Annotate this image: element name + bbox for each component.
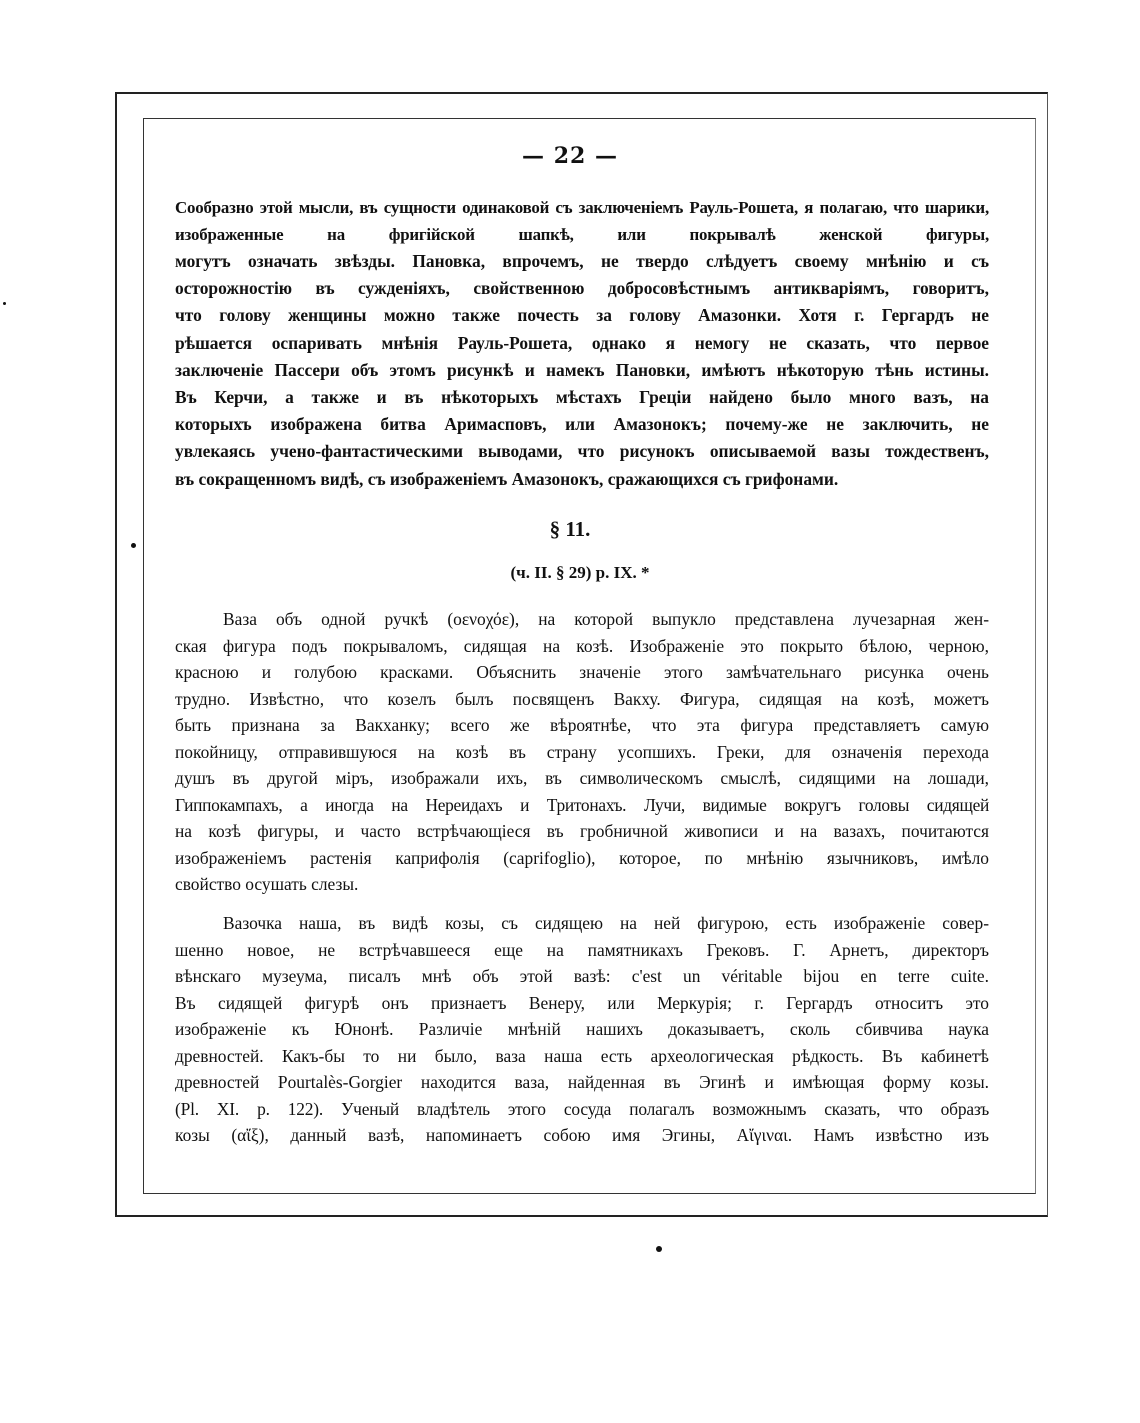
paragraph-3-line: вѣнскаго музеума, писалъ мнѣ объ этой вазѣ: c'est un véritable bijou en terre cuite. [175, 966, 989, 987]
paragraph-3-line: древностей Pourtalès-Gorgier находится ваза, найденная въ Эгинѣ и имѣющая форму козы. [175, 1072, 989, 1093]
paragraph-1-line: которыхъ изображена битва Аримасповъ, или Амазонокъ; почему-же не заключить, не [175, 414, 989, 435]
paragraph-3 [175, 910, 989, 1149]
margin-speck [656, 1246, 662, 1252]
paragraph-3-line: изображеніе къ Юнонѣ. Различіе мнѣній нашихъ доказываетъ, сколь сбивчива наука [175, 1019, 989, 1040]
paragraph-2-line: ская фигура подъ покрываломъ, сидящая на козѣ. Изображеніе это покрыто бѣлою, черною, [175, 635, 989, 656]
paragraph-3-line: (Pl. XI. p. 122). Ученый владѣтель этого сосуда полагалъ возможнымъ сказать, что образъ [175, 1098, 989, 1119]
paragraph-2-line: Гиппокампахъ, а иногда на Нереидахъ и Тритонахъ. Лучи, видимые вокругъ головы сидящей [175, 794, 989, 815]
section-heading: § 11. [549, 517, 591, 541]
margin-speck [3, 302, 6, 305]
paragraph-2-line: свойство осушать слезы. [175, 874, 359, 895]
paragraph-1-line: увлекаясь учено-фантастическими выводами, что рисунокъ описываемой вазы тождественъ, [175, 441, 989, 462]
paragraph-1-line: заключеніе Пассери объ этомъ рисункѣ и намекъ Пановки, имѣютъ нѣкоторую тѣнь истины. [175, 359, 989, 380]
paragraph-1-line: Въ Керчи, а также и въ нѣкоторыхъ мѣстахъ Греціи найдено было много вазъ, на [175, 387, 989, 408]
paragraph-1 [175, 194, 989, 248]
paragraph-3-line: Вазочка наша, въ видѣ козы, съ сидящею на ней фигурою, есть изображеніе совер- [223, 913, 989, 933]
paragraph-3-line: козы (αἴξ), данный вазѣ, напоминаетъ собою имя Эгины, Αἴγιναι. Намъ извѣстно изъ [175, 1125, 989, 1146]
section-reference: (ч. II. § 29) р. IX. * [510, 563, 650, 582]
paragraph-3-line: древностей. Какъ-бы то ни было, ваза наша есть археологическая рѣдкость. Въ кабинетѣ [175, 1045, 989, 1066]
paragraph-3-line: Въ сидящей фигурѣ онъ признаетъ Венеру, или Меркурія; г. Гергардъ относитъ это [175, 992, 989, 1013]
paragraph-3-line: шенно новое, не встрѣчавшееся еще на памятникахъ Грековъ. Г. Арнетъ, директоръ [175, 939, 989, 960]
paragraph-2-line: красною и голубою красками. Объяснить значеніе этого замѣчательнаго рисунка очень [175, 662, 989, 683]
paragraph-1-line: что голову женщины можно также почесть за голову Амазонки. Хотя г. Гергардъ не [175, 305, 989, 326]
paragraph-1-line: осторожностію въ сужденіяхъ, свойственною добросовѣстнымъ антикваріямъ, говоритъ, [175, 278, 989, 299]
paragraph-1-line: рѣшается оспаривать мнѣнія Рауль-Рошета, однако я немогу не сказать, что первое [175, 332, 989, 353]
paragraph-2-line: душъ въ другой міръ, изображали ихъ, въ символическомъ смыслѣ, сидящими на лошади, [175, 768, 989, 789]
paragraph-1-line: Сообразно этой мысли, въ сущности одинаковой съ заключеніемъ Рауль-Рошета, я полагаю, что шарики, изображенные на фригійской шапкѣ, или покрывалѣ женской фигуры, [175, 198, 989, 245]
paragraph-2-line: трудно. Извѣстно, что козелъ былъ посвященъ Вакху. Фигура, сидящая на козѣ, можетъ [175, 688, 989, 709]
margin-speck [131, 543, 136, 548]
paragraph-2-line: на козѣ фигуры, и часто встрѣчающіеся въ гробничной живописи и на вазахъ, почитаются [175, 821, 989, 842]
paragraph-2 [175, 606, 989, 898]
page-number: — 22 — [522, 143, 618, 169]
paragraph-2-line: покойницу, отправившуюся на козѣ въ страну усопшихъ. Греки, для означенія перехода [175, 741, 989, 762]
paragraph-1-line: могутъ означать звѣзды. Пановка, впрочемъ, не твердо слѣдуетъ своему мнѣнію и съ [175, 251, 989, 271]
paragraph-1-line: въ сокращенномъ видѣ, съ изображеніемъ Амазонокъ, сражающихся съ грифонами. [175, 468, 839, 489]
paragraph-2-line: быть признана за Вакханку; всего же вѣроятнѣе, что эта фигура представляетъ самую [175, 715, 989, 736]
paragraph-1-rest [175, 248, 989, 493]
paragraph-2-line: Ваза объ одной ручкѣ (οενοχόε), на которой выпукло представлена лучезарная жен- [223, 609, 989, 629]
paragraph-2-line: изображеніемъ растенія каприфолія (caprifoglio), которое, по мнѣнію язычниковъ, имѣло [175, 847, 989, 868]
